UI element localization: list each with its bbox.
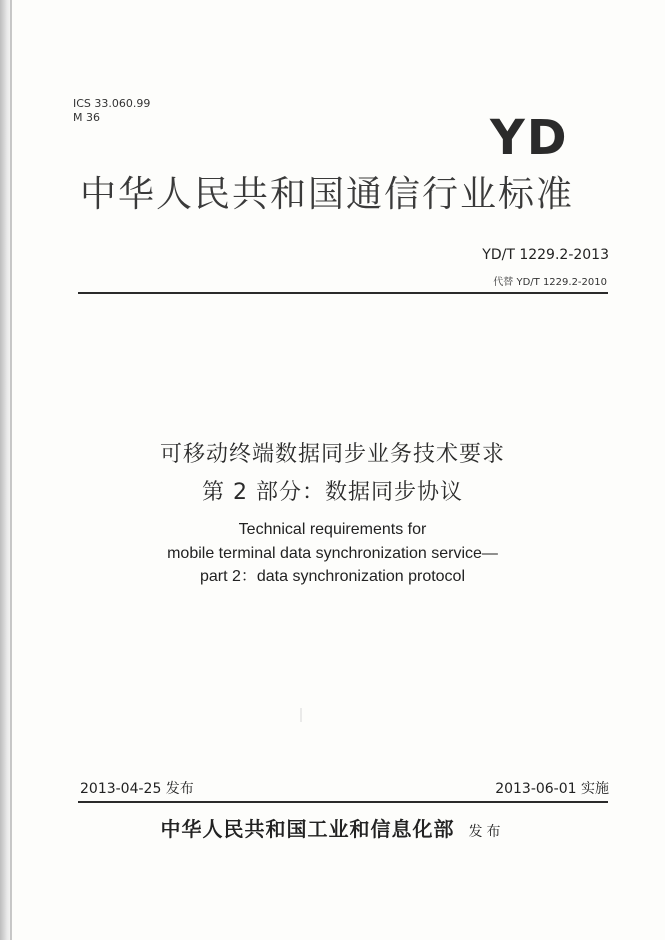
ministry-name: 中华人民共和国工业和信息化部: [160, 817, 455, 841]
footer-divider: [78, 801, 608, 803]
title-en-line1: Technical requirements for: [238, 521, 427, 538]
scan-mark: [300, 708, 302, 722]
standard-category-title: 中华人民共和国通信行业标准: [80, 174, 575, 215]
classification-codes: [73, 97, 150, 125]
header-divider: [78, 292, 608, 294]
yd-logo: YD: [490, 110, 569, 166]
standard-number: YD/T 1229.2-2013: [482, 247, 609, 263]
title-cn-line1: 可移动终端数据同步业务技术要求: [159, 442, 505, 467]
publisher-line: [0, 813, 665, 842]
title-en-line2: mobile terminal data synchronization service—: [167, 545, 498, 562]
issue-date: 2013-04-25 发布: [80, 781, 194, 797]
ccs-code: M 36: [73, 111, 100, 124]
title-en-line3: part 2：data synchronization protocol: [199, 568, 466, 585]
binding-shadow: [10, 0, 12, 940]
ics-code: ICS 33.060.99: [73, 97, 151, 110]
publish-label: 发布: [468, 824, 505, 840]
replaces-standard: 代替 YD/T 1229.2-2010: [493, 277, 607, 288]
title-cn-line2: 第 2 部分：数据同步协议: [202, 480, 463, 505]
implementation-date: 2013-06-01 实施: [495, 781, 609, 797]
